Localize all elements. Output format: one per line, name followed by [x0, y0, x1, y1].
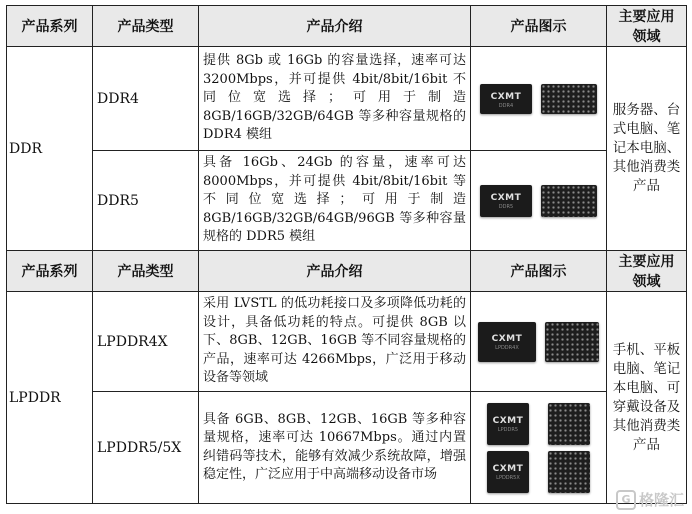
- table-row-lpddr4x: [7, 292, 687, 392]
- header2-application-line2: 领域: [632, 274, 661, 290]
- chip-ddr5-top-image: [480, 185, 532, 217]
- desc-ddr4: 提供 8Gb 或 16Gb 的容量选择，速率可达 3200Mbps，并可提供 4bit/8bit/16bit 不同位宽选择；可用于制造 8GB/16GB/32GB/64GB 等多种容量规格的 DDR4 模组: [199, 47, 471, 151]
- image-lpddr5: [471, 392, 607, 504]
- chip-lpddr4x-model: LPDDR4X: [495, 344, 519, 351]
- header-row: [7, 6, 687, 47]
- chip-ddr4-top-image: [480, 84, 532, 114]
- watermark: [616, 489, 684, 511]
- series-lpddr: LPDDR: [7, 292, 93, 504]
- type-lpddr5: LPDDR5/5X: [93, 392, 199, 504]
- product-table-container: [6, 5, 686, 504]
- type-lpddr4x: LPDDR4X: [93, 292, 199, 392]
- type-ddr4: DDR4: [93, 47, 199, 151]
- image-lpddr4x: [471, 292, 607, 392]
- chip-ddr5-bottom-image: [541, 185, 597, 217]
- header2-application: [607, 251, 687, 292]
- header-row-2: [7, 251, 687, 292]
- application-lpddr: 手机、平板电脑、笔记本电脑、可穿戴设备及其他消费类产品: [607, 292, 687, 504]
- chip-ddr4-logo: CXMT: [490, 91, 522, 102]
- chip-ddr5-logo: CXMT: [490, 192, 522, 203]
- chip-lpddr4x-logo: CXMT: [491, 333, 523, 344]
- header-image: 产品图示: [471, 6, 607, 47]
- chip-lpddr4x-bottom-image: [545, 322, 599, 362]
- chip-ddr5-model: DDR5: [498, 203, 514, 210]
- chip-lpddr5x-model: LPDDR5X: [496, 474, 520, 481]
- chip-lpddr4x-top-image: [478, 322, 536, 362]
- chip-lpddr5x-bottom-image: [548, 451, 590, 493]
- application-ddr: 服务器、台式电脑、笔记本电脑、其他消费类产品: [607, 47, 687, 251]
- watermark-text: 格隆汇: [638, 490, 684, 509]
- desc-lpddr4x: 采用 LVSTL 的低功耗接口及多项降低功耗的设计，具备低功耗的特点。可提供 8GB 以下、8GB、12GB、16GB 等不同容量规格的产品，速率可达 4266Mbps，广泛用于移动设备等领域: [199, 292, 471, 392]
- chip-lpddr5-top-image: [487, 403, 529, 445]
- header2-description: 产品介绍: [199, 251, 471, 292]
- chip-lpddr5x-logo: CXMT: [492, 463, 524, 474]
- chip-lpddr5-bottom-image: [548, 403, 590, 445]
- watermark-logo-icon: G: [616, 490, 636, 510]
- header2-series: 产品系列: [7, 251, 93, 292]
- table-row-ddr5: [7, 151, 687, 251]
- header-application-line2: 领域: [632, 29, 661, 45]
- chip-ddr4-model: DDR4: [498, 102, 514, 109]
- product-table: [6, 5, 687, 504]
- header2-application-line1: 主要应用: [618, 254, 675, 270]
- table-row-ddr4: [7, 47, 687, 151]
- header-type: 产品类型: [93, 6, 199, 47]
- desc-lpddr5: 具备 6GB、8GB、12GB、16GB 等多种容量规格，速率可达 10667Mbps。通过内置纠错码等技术，能够有效减少系统故障，增强稳定性，广泛应用于中高端移动设备市场: [199, 392, 471, 504]
- type-ddr5: DDR5: [93, 151, 199, 251]
- header-application: [607, 6, 687, 47]
- header-description: 产品介绍: [199, 6, 471, 47]
- series-ddr: DDR: [7, 47, 93, 251]
- header2-image: 产品图示: [471, 251, 607, 292]
- chip-lpddr5-logo: CXMT: [492, 415, 524, 426]
- chip-lpddr5-model: LPDDR5: [497, 426, 519, 433]
- chip-lpddr5x-top-image: [487, 451, 529, 493]
- header2-type: 产品类型: [93, 251, 199, 292]
- image-ddr4: [471, 47, 607, 151]
- desc-ddr5: 具备 16Gb、24Gb 的容量，速率可达 8000Mbps，并可提供 4bit/8bit/16bit 等不同位宽选择；可用于制造 8GB/16GB/32GB/64GB/96GB 等多种容量规格的 DDR5 模组: [199, 151, 471, 251]
- table-row-lpddr5: [7, 392, 687, 504]
- chip-ddr4-bottom-image: [541, 84, 597, 114]
- image-ddr5: [471, 151, 607, 251]
- header-series: 产品系列: [7, 6, 93, 47]
- header-application-line1: 主要应用: [618, 9, 675, 25]
